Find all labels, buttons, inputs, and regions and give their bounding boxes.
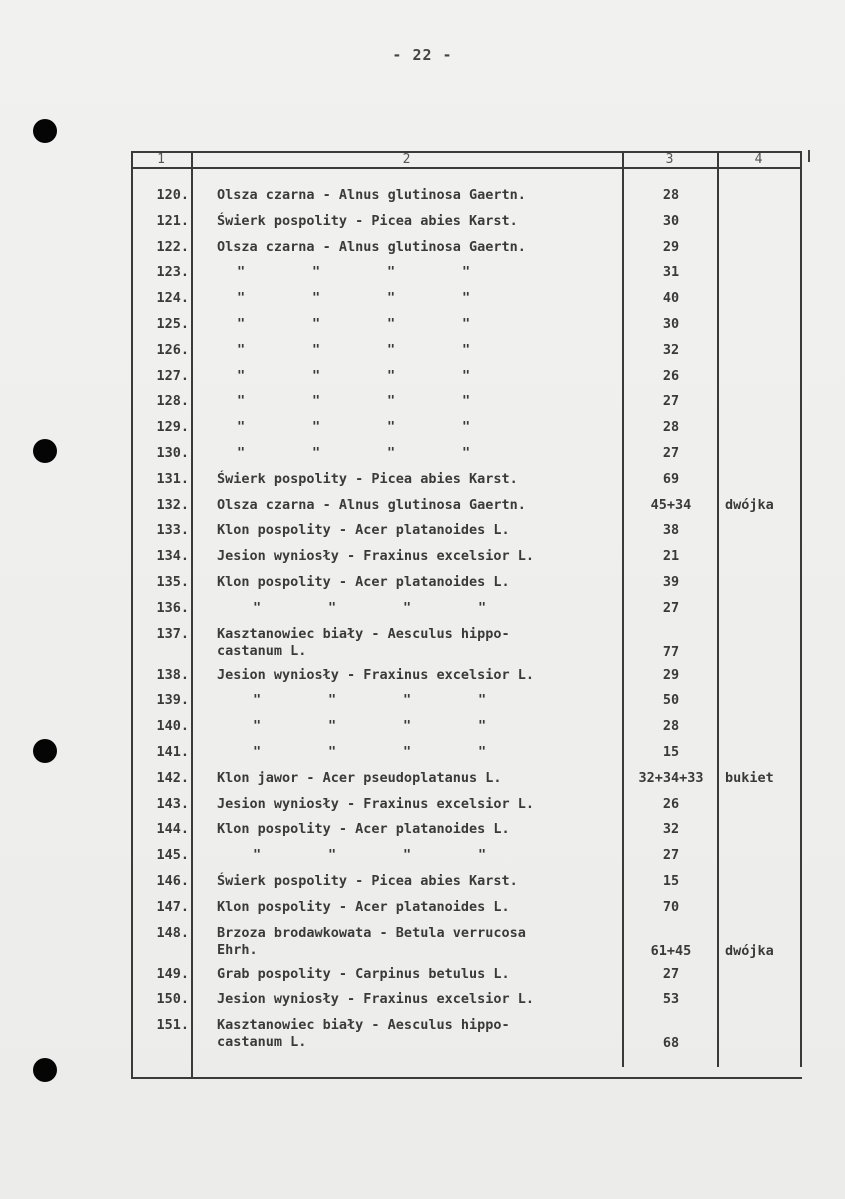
ditto-mark: " [253,718,262,735]
species-name-line: Grab pospolity - Carpinus betulus L. [217,965,510,982]
remark: dwójka [725,942,774,959]
table-row [131,497,802,523]
circumference-value: 50 [662,692,680,709]
row-number: 143. [156,795,189,812]
table-row [131,991,802,1017]
species-name [217,667,627,684]
ditto-mark: " [462,393,471,410]
species-name [217,342,627,359]
species-name [217,966,627,983]
species-name [217,264,627,281]
species-name [217,925,627,959]
table-row [131,445,802,471]
ditto-mark: " [312,419,321,436]
species-name-line: Świerk pospolity - Picea abies Karst. [217,212,518,229]
species-name-line: Klon pospolity - Acer platanoides L. [217,821,510,838]
punch-hole [33,739,57,763]
ditto-mark: " [462,290,471,307]
ditto-mark: " [462,264,471,281]
row-number: 151. [156,1017,189,1034]
species-name-line: Brzoza brodawkowata - Betula verrucosa [217,924,526,941]
ditto-mark: " [403,692,412,709]
circumference-value: 29 [662,238,680,255]
ditto-mark: " [253,847,262,864]
ditto-mark: " [253,692,262,709]
row-number: 133. [156,522,189,539]
row-number: 142. [156,769,189,786]
ditto-mark: " [387,367,396,384]
species-name [217,213,627,230]
table-row [131,796,802,822]
species-name [217,899,627,916]
table-row [131,847,802,873]
circumference-value: 69 [662,470,680,487]
remark: dwójka [725,496,774,513]
circumference-value: 70 [662,898,680,915]
circumference-value: 30 [662,316,680,332]
species-name [217,368,627,385]
ditto-marks [217,316,537,333]
ditto-mark: " [462,445,471,461]
circumference-value: 39 [662,574,680,590]
species-name-line: Ehrh. [217,941,258,958]
ditto-mark: " [312,393,321,410]
margin-mark [808,150,810,162]
row-number: 121. [156,212,189,229]
table-row [131,899,802,925]
ditto-marks [217,600,553,617]
row-number: 146. [156,873,189,889]
species-name [217,393,627,410]
circumference-value: 45+34 [650,496,692,513]
ditto-mark: " [328,692,337,709]
row-number: 136. [156,599,189,616]
ditto-mark: " [237,419,246,436]
header-col-4: 4 [754,152,763,167]
ditto-marks [217,264,537,281]
row-number: 129. [156,419,189,436]
row-number: 140. [156,718,189,735]
circumference-value: 27 [662,965,680,982]
ditto-mark: " [478,692,487,709]
row-number: 147. [156,898,189,915]
table-border-bottom [131,1077,802,1079]
row-number: 125. [156,316,189,332]
species-name-line: Jesion wyniosły - Fraxinus excelsior L. [217,795,534,812]
species-name [217,692,627,709]
punch-hole [33,1058,57,1082]
ditto-marks [217,744,553,761]
row-number: 134. [156,548,189,565]
ditto-marks [217,718,553,735]
ditto-mark: " [403,744,412,760]
table-row [131,821,802,847]
circumference-value: 28 [662,187,680,203]
ditto-marks [217,445,537,462]
circumference-value: 40 [662,290,680,307]
ditto-mark: " [462,341,471,358]
ditto-mark: " [328,847,337,864]
row-number: 124. [156,290,189,307]
ditto-mark: " [328,599,337,616]
species-name [217,718,627,735]
ditto-mark: " [478,744,487,760]
table-row [131,522,802,548]
ditto-marks [217,290,537,307]
species-name [217,626,627,660]
ditto-mark: " [312,290,321,307]
species-name-line: Olsza czarna - Alnus glutinosa Gaertn. [217,187,526,203]
table-row [131,393,802,419]
ditto-mark: " [253,599,262,616]
species-name [217,316,627,333]
species-name-line: Kasztanowiec biały - Aesculus hippo- [217,625,510,642]
ditto-mark: " [462,316,471,332]
ditto-mark: " [312,316,321,332]
circumference-value: 27 [662,393,680,410]
table-row [131,626,802,665]
table-row [131,187,802,213]
ditto-mark: " [237,264,246,281]
ditto-marks [217,368,537,385]
table-row [131,316,802,342]
ditto-mark: " [237,393,246,410]
circumference-value: 32+34+33 [638,769,704,786]
ditto-mark: " [387,341,396,358]
circumference-value: 26 [662,795,680,812]
ditto-mark: " [312,264,321,281]
circumference-value: 53 [662,991,680,1008]
row-number: 144. [156,821,189,838]
circumference-value: 15 [662,744,680,760]
table-row [131,692,802,718]
row-number: 128. [156,393,189,410]
species-name [217,445,627,462]
species-name [217,419,627,436]
row-number: 137. [156,625,189,642]
ditto-mark: " [478,718,487,735]
row-number: 139. [156,692,189,709]
header-col-2: 2 [402,152,411,167]
species-name-line: castanum L. [217,642,307,659]
circumference-value: 61+45 [650,942,692,959]
circumference-value: 21 [662,548,680,565]
species-name [217,497,627,514]
table-row [131,770,802,796]
species-name-line: Klon pospolity - Acer platanoides L. [217,522,510,539]
row-number: 145. [156,847,189,864]
ditto-mark: " [478,847,487,864]
row-number: 135. [156,574,189,590]
table-row [131,471,802,497]
ditto-mark: " [387,290,396,307]
ditto-mark: " [253,744,262,760]
species-name-line: Świerk pospolity - Picea abies Karst. [217,873,518,889]
circumference-value: 27 [662,599,680,616]
circumference-value: 32 [662,821,680,838]
species-name [217,574,627,591]
table-row [131,744,802,770]
species-name-line: castanum L. [217,1034,307,1051]
row-number: 150. [156,991,189,1008]
species-name [217,847,627,864]
ditto-mark: " [478,599,487,616]
ditto-marks [217,393,537,410]
row-number: 132. [156,496,189,513]
circumference-value: 29 [662,666,680,683]
table-row [131,718,802,744]
table-row [131,600,802,626]
species-name [217,873,627,890]
table-row [131,873,802,899]
ditto-mark: " [312,341,321,358]
row-number: 120. [156,187,189,203]
row-number: 148. [156,924,189,941]
ditto-mark: " [462,367,471,384]
ditto-mark: " [387,419,396,436]
species-name [217,290,627,307]
circumference-value: 30 [662,212,680,229]
species-name [217,600,627,617]
circumference-value: 27 [662,847,680,864]
punch-hole [33,119,57,143]
circumference-value: 32 [662,341,680,358]
row-number: 138. [156,666,189,683]
species-name [217,471,627,488]
circumference-value: 28 [662,419,680,436]
ditto-mark: " [237,341,246,358]
species-name [217,821,627,838]
species-name-line: Kasztanowiec biały - Aesculus hippo- [217,1017,510,1034]
ditto-mark: " [328,744,337,760]
ditto-mark: " [312,445,321,461]
ditto-mark: " [462,419,471,436]
header-col-3: 3 [665,152,674,167]
species-name-line: Klon pospolity - Acer platanoides L. [217,898,510,915]
species-name [217,770,627,787]
table-row [131,925,802,964]
species-name-line: Klon pospolity - Acer platanoides L. [217,574,510,590]
row-number: 131. [156,470,189,487]
table-row [131,239,802,265]
remark: bukiet [725,769,774,786]
row-number: 130. [156,445,189,461]
species-name [217,744,627,761]
species-name-line: Klon jawor - Acer pseudoplatanus L. [217,769,502,786]
row-number: 122. [156,238,189,255]
table-row [131,342,802,368]
ditto-mark: " [387,445,396,461]
species-name-line: Olsza czarna - Alnus glutinosa Gaertn. [217,238,526,255]
header-col-1: 1 [157,152,165,167]
circumference-value: 27 [662,445,680,461]
table-row [131,548,802,574]
ditto-mark: " [312,367,321,384]
species-name-line: Jesion wyniosły - Fraxinus excelsior L. [217,991,534,1008]
species-name [217,239,627,256]
circumference-value: 68 [662,1035,680,1052]
circumference-value: 77 [662,643,680,660]
row-number: 123. [156,264,189,281]
circumference-value: 38 [662,522,680,539]
ditto-mark: " [403,599,412,616]
species-name [217,187,627,204]
table-row [131,574,802,600]
ditto-marks [217,847,553,864]
species-name [217,796,627,813]
ditto-marks [217,419,537,436]
table-row [131,290,802,316]
table-row [131,264,802,290]
species-name [217,1017,627,1051]
punch-hole [33,439,57,463]
species-name [217,548,627,565]
row-number: 149. [156,965,189,982]
table-row [131,419,802,445]
species-name-line: Świerk pospolity - Picea abies Karst. [217,470,518,487]
ditto-mark: " [387,264,396,281]
ditto-mark: " [237,445,246,461]
ditto-mark: " [403,847,412,864]
species-name-line: Olsza czarna - Alnus glutinosa Gaertn. [217,496,526,513]
row-number: 126. [156,341,189,358]
ditto-mark: " [387,393,396,410]
ditto-mark: " [237,290,246,307]
table-row [131,368,802,394]
species-name [217,991,627,1008]
ditto-mark: " [403,718,412,735]
species-name-line: Jesion wyniosły - Fraxinus excelsior L. [217,666,534,683]
species-name-line: Jesion wyniosły - Fraxinus excelsior L. [217,548,534,565]
ditto-mark: " [237,316,246,332]
row-number: 127. [156,367,189,384]
ditto-mark: " [328,718,337,735]
table-row [131,1017,802,1056]
species-name [217,522,627,539]
ditto-mark: " [237,367,246,384]
table-row [131,213,802,239]
circumference-value: 15 [662,873,680,889]
ditto-mark: " [387,316,396,332]
table-row [131,667,802,693]
table-row [131,966,802,992]
row-number: 141. [156,744,189,760]
circumference-value: 26 [662,367,680,384]
page-number: - 22 - [392,46,453,64]
ditto-marks [217,342,537,359]
circumference-value: 31 [662,264,680,281]
circumference-value: 28 [662,718,680,735]
ditto-marks [217,692,553,709]
